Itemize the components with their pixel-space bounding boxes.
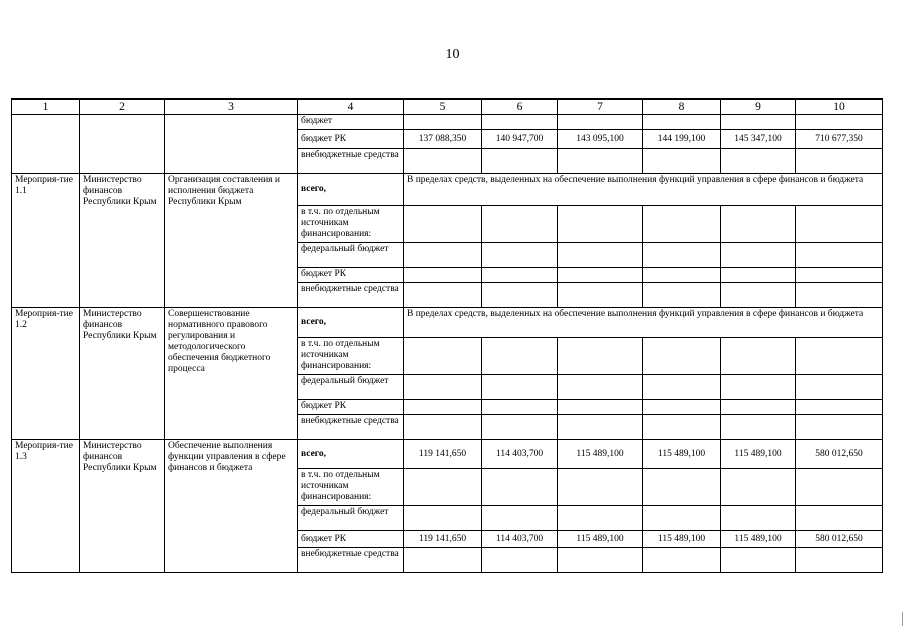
- value-cell: [482, 243, 558, 268]
- source-label: внебюджетные средства: [298, 283, 404, 308]
- column-header: 9: [721, 99, 796, 115]
- value-cell: [643, 375, 721, 400]
- value-cell: [643, 548, 721, 573]
- value-cell: [558, 375, 643, 400]
- column-header: 6: [482, 99, 558, 115]
- value-cell: 580 012,650: [796, 531, 883, 548]
- value-cell: [404, 548, 482, 573]
- value-cell: [796, 469, 883, 506]
- value-cell: [558, 415, 643, 440]
- value-cell: [558, 268, 643, 283]
- value-cell: [558, 506, 643, 531]
- value-cell: 119 141,650: [404, 440, 482, 469]
- value-cell: 143 095,100: [558, 130, 643, 149]
- value-cell: [643, 243, 721, 268]
- measure-id: Мероприя-тие 1.1: [12, 174, 80, 308]
- value-cell: [404, 506, 482, 531]
- value-cell: [482, 149, 558, 174]
- value-cell: [643, 506, 721, 531]
- total-label: всего,: [298, 308, 404, 338]
- value-cell: [482, 400, 558, 415]
- value-cell: [721, 115, 796, 130]
- value-cell: [721, 283, 796, 308]
- value-cell: [721, 149, 796, 174]
- value-cell: [404, 268, 482, 283]
- value-cell: [796, 149, 883, 174]
- value-cell: 115 489,100: [643, 531, 721, 548]
- measure-id: Мероприя-тие 1.2: [12, 308, 80, 440]
- source-label: федеральный бюджет: [298, 506, 404, 531]
- value-cell: [721, 469, 796, 506]
- value-cell: [482, 206, 558, 243]
- value-cell: [643, 338, 721, 375]
- value-cell: [404, 206, 482, 243]
- column-header: 10: [796, 99, 883, 115]
- value-cell: 140 947,700: [482, 130, 558, 149]
- empty-cell: [165, 115, 298, 174]
- value-cell: [796, 375, 883, 400]
- value-cell: [482, 375, 558, 400]
- value-cell: [404, 283, 482, 308]
- value-cell: [558, 548, 643, 573]
- value-cell: [482, 283, 558, 308]
- value-cell: [558, 400, 643, 415]
- total-label: всего,: [298, 440, 404, 469]
- measure-title: Обеспечение выполнения функции управления в сфере финансов и бюджета: [165, 440, 298, 573]
- column-header: 1: [12, 99, 80, 115]
- value-cell: [721, 338, 796, 375]
- source-label: в т.ч. по отдельным источникам финансирования:: [298, 338, 404, 375]
- value-cell: [482, 506, 558, 531]
- measure-total-row: [12, 308, 883, 338]
- source-label: внебюджетные средства: [298, 548, 404, 573]
- column-header: 2: [80, 99, 165, 115]
- value-cell: [404, 149, 482, 174]
- value-cell: [796, 506, 883, 531]
- table-row: [12, 115, 883, 130]
- value-cell: [404, 415, 482, 440]
- value-cell: [404, 243, 482, 268]
- column-header: 7: [558, 99, 643, 115]
- value-cell: [558, 469, 643, 506]
- value-cell: [721, 506, 796, 531]
- value-cell: [643, 283, 721, 308]
- value-cell: [721, 243, 796, 268]
- value-cell: [796, 400, 883, 415]
- value-cell: [796, 283, 883, 308]
- value-cell: 114 403,700: [482, 440, 558, 469]
- value-cell: [482, 338, 558, 375]
- value-cell: 115 489,100: [721, 531, 796, 548]
- value-cell: 114 403,700: [482, 531, 558, 548]
- value-cell: 115 489,100: [643, 440, 721, 469]
- measure-title: Совершенствование нормативного правового регулирования и методологического обеспечения бюджетного процесса: [165, 308, 298, 440]
- value-cell: [558, 149, 643, 174]
- source-label: федеральный бюджет: [298, 375, 404, 400]
- value-cell: [643, 149, 721, 174]
- funding-note: В пределах средств, выделенных на обеспечение выполнения функций управления в сфере финансов и бюджета: [404, 308, 883, 338]
- measure-executor: Министерство финансов Республики Крым: [80, 440, 165, 573]
- value-cell: [796, 206, 883, 243]
- value-cell: 115 489,100: [558, 440, 643, 469]
- funding-note: В пределах средств, выделенных на обеспечение выполнения функций управления в сфере финансов и бюджета: [404, 174, 883, 206]
- value-cell: 145 347,100: [721, 130, 796, 149]
- column-header: 4: [298, 99, 404, 115]
- value-cell: [643, 268, 721, 283]
- value-cell: [796, 243, 883, 268]
- column-header: 8: [643, 99, 721, 115]
- measure-title: Организация составления и исполнения бюджета Республики Крым: [165, 174, 298, 308]
- source-label: бюджет РК: [298, 400, 404, 415]
- value-cell: [482, 415, 558, 440]
- source-label: в т.ч. по отдельным источникам финансирования:: [298, 469, 404, 506]
- value-cell: [482, 115, 558, 130]
- value-cell: [721, 268, 796, 283]
- value-cell: [643, 469, 721, 506]
- value-cell: 580 012,650: [796, 440, 883, 469]
- value-cell: [721, 375, 796, 400]
- value-cell: [721, 548, 796, 573]
- value-cell: [796, 548, 883, 573]
- measure-id: Мероприя-тие 1.3: [12, 440, 80, 573]
- column-header: 5: [404, 99, 482, 115]
- value-cell: [558, 338, 643, 375]
- value-cell: [482, 469, 558, 506]
- empty-cell: [12, 115, 80, 174]
- value-cell: [558, 283, 643, 308]
- value-cell: 710 677,350: [796, 130, 883, 149]
- source-label: бюджет: [298, 115, 404, 130]
- measure-executor: Министерство финансов Республики Крым: [80, 174, 165, 308]
- value-cell: [558, 243, 643, 268]
- value-cell: [796, 338, 883, 375]
- source-label: в т.ч. по отдельным источникам финансирования:: [298, 206, 404, 243]
- value-cell: [404, 115, 482, 130]
- value-cell: [404, 375, 482, 400]
- measure-total-row: [12, 440, 883, 469]
- value-cell: [796, 415, 883, 440]
- value-cell: [404, 469, 482, 506]
- value-cell: [558, 206, 643, 243]
- value-cell: [643, 206, 721, 243]
- scan-edge-mark: [902, 612, 903, 626]
- value-cell: 144 199,100: [643, 130, 721, 149]
- value-cell: [643, 415, 721, 440]
- value-cell: [558, 115, 643, 130]
- value-cell: [404, 338, 482, 375]
- measure-executor: Министерство финансов Республики Крым: [80, 308, 165, 440]
- source-label: внебюджетные средства: [298, 149, 404, 174]
- value-cell: [482, 268, 558, 283]
- value-cell: [643, 400, 721, 415]
- source-label: бюджет РК: [298, 531, 404, 548]
- value-cell: 119 141,650: [404, 531, 482, 548]
- value-cell: 137 088,350: [404, 130, 482, 149]
- value-cell: [721, 206, 796, 243]
- column-number-row: [12, 99, 883, 115]
- value-cell: [796, 268, 883, 283]
- page-number: 10: [445, 47, 460, 62]
- measure-total-row: [12, 174, 883, 206]
- source-label: бюджет РК: [298, 268, 404, 283]
- value-cell: [482, 548, 558, 573]
- value-cell: [404, 400, 482, 415]
- column-header: 3: [165, 99, 298, 115]
- source-label: федеральный бюджет: [298, 243, 404, 268]
- source-label: бюджет РК: [298, 130, 404, 149]
- value-cell: [721, 415, 796, 440]
- source-label: внебюджетные средства: [298, 415, 404, 440]
- empty-cell: [80, 115, 165, 174]
- value-cell: 115 489,100: [558, 531, 643, 548]
- total-label: всего,: [298, 174, 404, 206]
- budget-table: [11, 98, 883, 573]
- value-cell: [796, 115, 883, 130]
- value-cell: [643, 115, 721, 130]
- value-cell: [721, 400, 796, 415]
- value-cell: 115 489,100: [721, 440, 796, 469]
